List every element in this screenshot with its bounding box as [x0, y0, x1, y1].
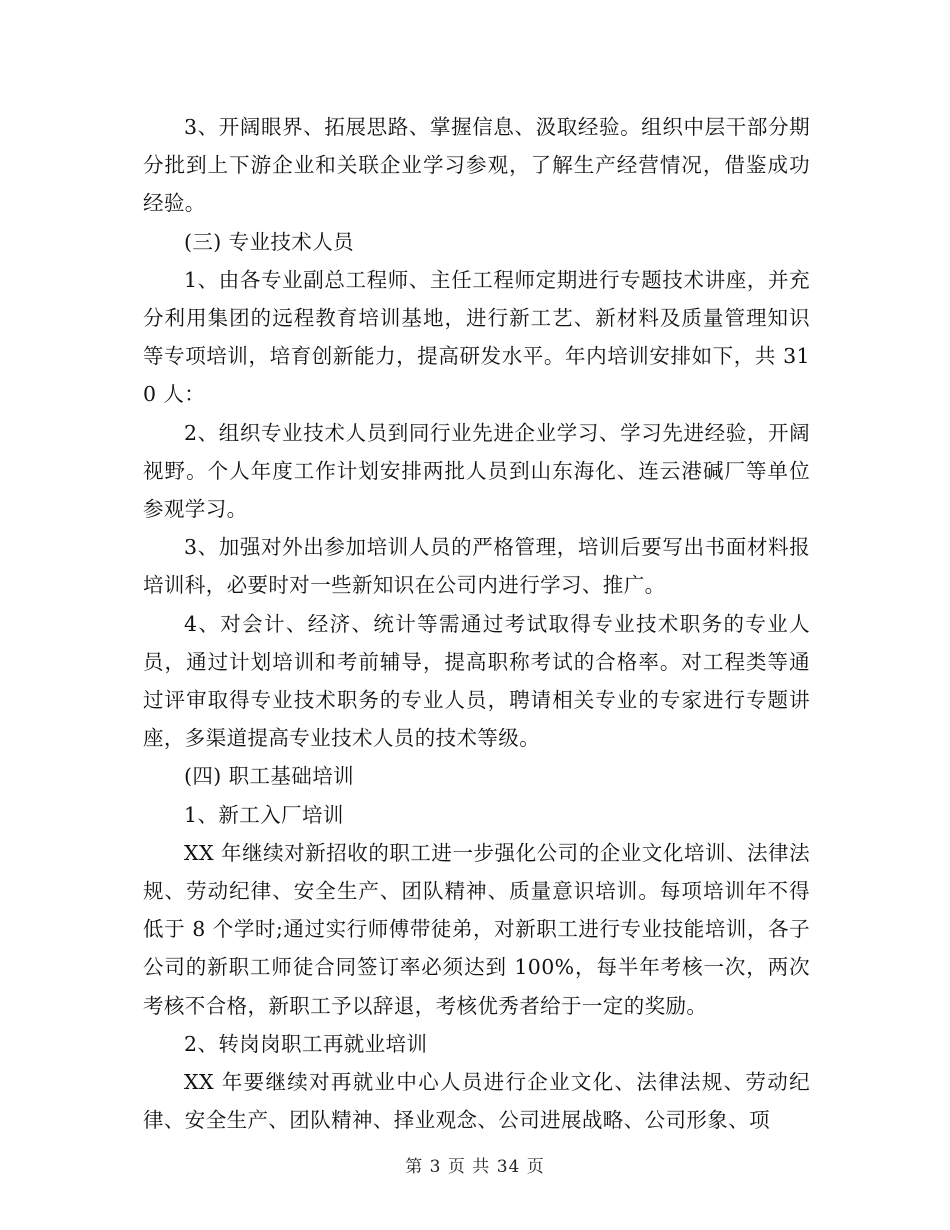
paragraph-item-4-professional-titles: 4、对会计、经济、统计等需通过考试取得专业技术职务的专业人员，通过计划培训和考前辅导，提高职称考试的合格率。对工程类等通过评审取得专业技术职务的专业人员，聘请相关专业的专家进行专题讲座，多渠道提高专业技术人员的技术等级。 — [143, 611, 810, 751]
paragraph-item-2-peer-learning: 2、组织专业技术人员到同行业先进企业学习、学习先进经验，开阔视野。个人年度工作计划安排两批人员到山东海化、连云港碱厂等单位参观学习。 — [143, 420, 810, 522]
page-number-footer — [0, 1152, 950, 1177]
section-heading-professional-staff: (三) 专业技术人员 — [184, 229, 355, 254]
paragraph-new-employee-details: XX 年继续对新招收的职工进一步强化公司的企业文化培训、法律法规、劳动纪律、安全生产、团队精神、质量意识培训。每项培训年不得低于 8 个学时;通过实行师傅带徒弟，对新职工进行专业技能培训，各子公司的新职工师徒合同签订率必须达到 100%，每半年考核一次，两次考核不合格，新职工予以辞退，考核优秀者给于一定的奖励。 — [143, 840, 810, 1018]
section-heading-basic-training: (四) 职工基础培训 — [184, 764, 355, 789]
paragraph-item-1-lectures: 1、由各专业副总工程师、主任工程师定期进行专题技术讲座，并充分利用集团的远程教育培训基地，进行新工艺、新材料及质量管理知识等专项培训，培育创新能力，提高研发水平。年内培训安排如下，共 310 人： — [143, 267, 810, 407]
document-body — [143, 108, 810, 1139]
paragraph-item-3-broaden-horizons: 3、开阔眼界、拓展思路、掌握信息、汲取经验。组织中层干部分期分批到上下游企业和关联企业学习参观，了解生产经营情况，借鉴成功经验。 — [143, 115, 810, 216]
page-number-label: 第 3 页 共 34 页 — [405, 1157, 545, 1177]
paragraph-reemployment-details: XX 年要继续对再就业中心人员进行企业文化、法律法规、劳动纪律、安全生产、团队精神、择业观念、公司进展战略、公司形象、项 — [143, 1070, 810, 1133]
subheading-reemployment-training: 2、转岗岗职工再就业培训 — [184, 1031, 428, 1056]
paragraph-item-3-training-management: 3、加强对外出参加培训人员的严格管理，培训后要写出书面材料报培训科，必要时对一些新知识在公司内进行学习、推广。 — [143, 535, 810, 598]
subheading-new-employee-training: 1、新工入厂培训 — [184, 802, 344, 827]
